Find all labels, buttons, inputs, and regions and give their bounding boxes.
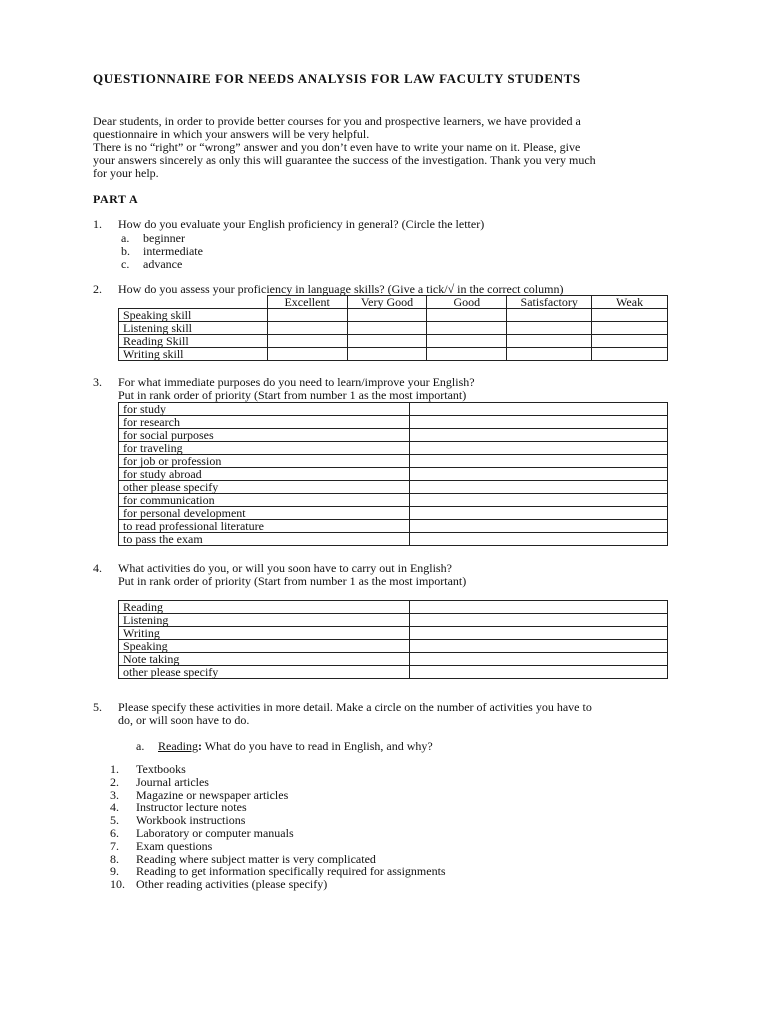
- rank-cell[interactable]: [409, 429, 667, 442]
- tick-cell[interactable]: [267, 348, 347, 361]
- header-blank: [119, 296, 268, 309]
- question-number: 2.: [93, 282, 102, 296]
- table-row: [119, 653, 668, 666]
- tick-cell[interactable]: [592, 309, 668, 322]
- rank-cell[interactable]: [409, 666, 667, 679]
- table-row: [119, 627, 668, 640]
- tick-cell[interactable]: [507, 309, 592, 322]
- sub-text: What do you have to read in English, and why?: [202, 739, 433, 753]
- sub-colon: :: [198, 739, 202, 753]
- rank-cell[interactable]: [409, 403, 667, 416]
- row-label: for study: [119, 403, 410, 416]
- item-number: 10.: [110, 877, 125, 892]
- question-subtext: Put in rank order of priority (Start from number 1 as the most important): [118, 574, 467, 588]
- row-label: Listening skill: [119, 322, 268, 335]
- row-label: for personal development: [119, 507, 410, 520]
- row-label: for study abroad: [119, 468, 410, 481]
- sub-label: Reading: [158, 739, 198, 753]
- tick-cell[interactable]: [347, 322, 427, 335]
- column-header: Very Good: [347, 296, 427, 309]
- table-row: [119, 468, 668, 481]
- intro-paragraph: [93, 115, 683, 180]
- row-label: to read professional literature: [119, 520, 410, 533]
- activities-rank-table: [118, 600, 668, 679]
- tick-cell[interactable]: [427, 309, 507, 322]
- sub-letter: a.: [136, 739, 145, 753]
- rank-cell[interactable]: [409, 653, 667, 666]
- question-text: What activities do you, or will you soon have to carry out in English?: [118, 561, 452, 575]
- question-number: 5.: [93, 700, 102, 714]
- question-text: do, or will soon have to do.: [118, 713, 250, 727]
- item-number: 1.: [110, 762, 119, 776]
- table-row: [119, 614, 668, 627]
- row-label: for research: [119, 416, 410, 429]
- tick-cell[interactable]: [427, 348, 507, 361]
- tick-cell[interactable]: [507, 322, 592, 335]
- rank-cell[interactable]: [409, 601, 667, 614]
- item-number: 8.: [110, 851, 119, 866]
- question-text: Please specify these activities in more detail. Make a circle on the number of activities you have to: [118, 700, 592, 714]
- item-text: Other reading activities (please specify): [136, 877, 328, 892]
- reading-activities-list: [110, 763, 446, 891]
- row-label: Speaking: [119, 640, 410, 653]
- table-row: [119, 455, 668, 468]
- tick-cell[interactable]: [267, 322, 347, 335]
- table-row: [119, 348, 668, 361]
- question-text: How do you evaluate your English proficiency in general? (Circle the letter): [118, 217, 485, 231]
- tick-cell[interactable]: [427, 335, 507, 348]
- item-number: 6.: [110, 825, 119, 840]
- row-label: Writing skill: [119, 348, 268, 361]
- question-subtext: Put in rank order of priority (Start from number 1 as the most important): [118, 388, 467, 402]
- tick-cell[interactable]: [507, 348, 592, 361]
- question-number: 1.: [93, 217, 102, 231]
- column-header: Excellent: [267, 296, 347, 309]
- rank-cell[interactable]: [409, 533, 667, 546]
- row-label: Note taking: [119, 653, 410, 666]
- rank-cell[interactable]: [409, 442, 667, 455]
- item-text: Exam questions: [136, 838, 213, 853]
- tick-cell[interactable]: [427, 322, 507, 335]
- option-letter: b.: [121, 244, 130, 258]
- row-label: Speaking skill: [119, 309, 268, 322]
- column-header: Good: [427, 296, 507, 309]
- option-advance[interactable]: [121, 258, 182, 271]
- row-label: other please specify: [119, 481, 410, 494]
- rank-cell[interactable]: [409, 455, 667, 468]
- item-number: 5.: [110, 813, 119, 828]
- purposes-rank-table: [118, 402, 668, 546]
- table-row: [119, 601, 668, 614]
- reading-subheading: [136, 740, 433, 753]
- row-label: for traveling: [119, 442, 410, 455]
- row-label: other please specify: [119, 666, 410, 679]
- page-title: QUESTIONNAIRE FOR NEEDS ANALYSIS FOR LAW FACULTY STUDENTS: [93, 71, 581, 86]
- row-label: Reading Skill: [119, 335, 268, 348]
- table-row: [119, 403, 668, 416]
- rank-cell[interactable]: [409, 640, 667, 653]
- option-letter: a.: [121, 231, 130, 245]
- rank-cell[interactable]: [409, 520, 667, 533]
- rank-cell[interactable]: [409, 468, 667, 481]
- tick-cell[interactable]: [347, 348, 427, 361]
- tick-cell[interactable]: [592, 322, 668, 335]
- item-number: 7.: [110, 838, 119, 853]
- table-row: [119, 666, 668, 679]
- table-row: [119, 442, 668, 455]
- tick-cell[interactable]: [507, 335, 592, 348]
- rank-cell[interactable]: [409, 507, 667, 520]
- tick-cell[interactable]: [592, 335, 668, 348]
- question-number: 3.: [93, 375, 102, 389]
- item-text: Journal articles: [136, 774, 209, 789]
- item-text: Instructor lecture notes: [136, 800, 247, 815]
- item-text: Laboratory or computer manuals: [136, 825, 294, 840]
- tick-cell[interactable]: [267, 335, 347, 348]
- table-row: [119, 507, 668, 520]
- table-row: [119, 322, 668, 335]
- column-header: Weak: [592, 296, 668, 309]
- table-row: [119, 640, 668, 653]
- row-label: Listening: [119, 614, 410, 627]
- question-text: How do you assess your proficiency in language skills? (Give a tick/√ in the correct column): [118, 282, 564, 296]
- item-text: Workbook instructions: [136, 813, 246, 828]
- rank-cell[interactable]: [409, 416, 667, 429]
- tick-cell[interactable]: [592, 348, 668, 361]
- question-text: For what immediate purposes do you need to learn/improve your English?: [118, 375, 475, 389]
- table-row: [119, 309, 668, 322]
- tick-cell[interactable]: [267, 309, 347, 322]
- tick-cell[interactable]: [347, 335, 427, 348]
- item-text: Magazine or newspaper articles: [136, 787, 289, 802]
- row-label: to pass the exam: [119, 533, 410, 546]
- row-label: Writing: [119, 627, 410, 640]
- table-row: [119, 520, 668, 533]
- table-row: [119, 533, 668, 546]
- table-row: [119, 429, 668, 442]
- intro-line: questionnaire in which your answers will be very helpful.: [93, 127, 370, 141]
- intro-line: for your help.: [93, 166, 159, 180]
- item-text: Reading to get information specifically required for assignments: [136, 864, 446, 879]
- option-label: beginner: [143, 231, 185, 245]
- item-number: 9.: [110, 864, 119, 879]
- intro-line: Dear students, in order to provide better courses for you and prospective learners, we have provided a: [93, 114, 581, 128]
- table-row: [119, 335, 668, 348]
- item-number: 3.: [110, 787, 119, 802]
- column-header: Satisfactory: [507, 296, 592, 309]
- item-number: 4.: [110, 800, 119, 815]
- skills-rating-table: [118, 295, 668, 361]
- row-label: Reading: [119, 601, 410, 614]
- item-text: Reading where subject matter is very complicated: [136, 851, 376, 866]
- option-label: intermediate: [143, 244, 203, 258]
- tick-cell[interactable]: [347, 309, 427, 322]
- row-label: for communication: [119, 494, 410, 507]
- option-letter: c.: [121, 257, 130, 271]
- list-item[interactable]: [110, 878, 446, 891]
- item-number: 2.: [110, 774, 119, 789]
- rank-cell[interactable]: [409, 614, 667, 627]
- table-row: [119, 481, 668, 494]
- row-label: for social purposes: [119, 429, 410, 442]
- rank-cell[interactable]: [409, 481, 667, 494]
- intro-line: There is no “right” or “wrong” answer and you don’t even have to write your name on it. Please, give: [93, 140, 581, 154]
- item-text: Textbooks: [136, 762, 186, 776]
- table-header-row: [119, 296, 668, 309]
- table-row: [119, 416, 668, 429]
- rank-cell[interactable]: [409, 627, 667, 640]
- table-row: [119, 494, 668, 507]
- part-a-heading: PART A: [93, 192, 139, 206]
- intro-line: your answers sincerely as only this will guarantee the success of the investigation. Thank you very much: [93, 153, 596, 167]
- option-label: advance: [143, 257, 183, 271]
- row-label: for job or profession: [119, 455, 410, 468]
- rank-cell[interactable]: [409, 494, 667, 507]
- question-number: 4.: [93, 561, 102, 575]
